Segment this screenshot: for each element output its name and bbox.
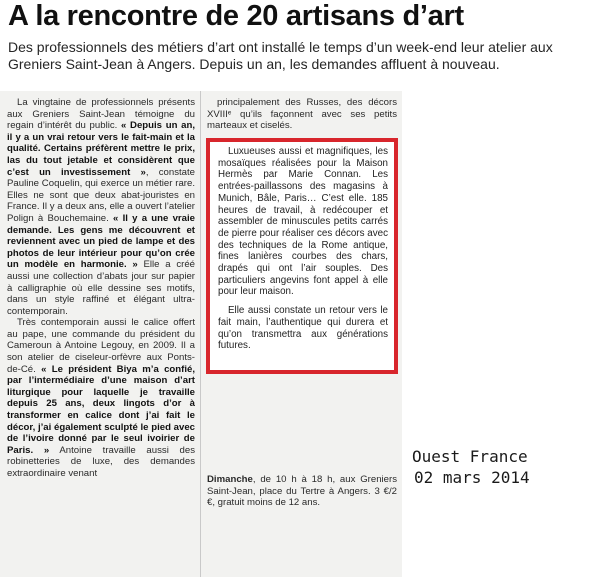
column1-quote-3: « Le président Biya m’a confié, par l’intermédiaire d’une maison d’art liturgique pour laquelle je travaille depuis 25 ans, deux lingots d’or à transformer en calice dont j’ai fait le décor, j’ai également sculpté le pied avec de l’ivoire donné par le seul ivoirier de Paris. » [7, 363, 195, 456]
article-column-2 [207, 97, 397, 131]
highlighted-paragraph-box [206, 138, 398, 374]
column-divider [200, 91, 201, 577]
practical-info-text [207, 474, 397, 509]
column1-body-3: Antoine travaille aussi des robinetteries de luxe, des demandes extraordinaire venant [7, 444, 196, 479]
column2-top-text: principalement des Russes, des décors XVIIIᵉ qu’ils façonnent avec ses petits marteaux et ciselés. [207, 97, 397, 132]
article-column-1 [7, 97, 195, 480]
column1-paragraph-1 [7, 97, 195, 317]
article-subtitle: Des professionnels des métiers d’art ont installé le temps d’un week-end leur atelier aux Greniers Saint-Jean à Angers. Depuis un an, les demandes affluent à nouveau. [8, 39, 553, 72]
column1-paragraph-2 [7, 317, 195, 479]
practical-info [207, 474, 397, 509]
source-date: 02 mars 2014 [414, 468, 530, 487]
article-headline: A la rencontre de 20 artisans d’art [8, 0, 464, 32]
column1-intro: La vingtaine de professionnels présents aux Greniers Saint-Jean témoigne du regain d’intérêt du public. [7, 97, 195, 132]
source-name: Ouest France [412, 447, 528, 466]
column1-quote-2: « Il y a une vraie demande. Les gens me découvrent et reviennent avec un pied de lampe et des photos de leur intérieur pour qu’on crée un modèle en harmonie. » [7, 212, 195, 271]
highlight-paragraph-2: Elle aussi constate un retour vers le fait main, l’authentique qui durera et qu’on transmettra aux générations futures. [218, 305, 388, 352]
column1-quote-1: « Depuis un an, il y a un vrai retour vers le fait-main et la qualité. Certains préfèrent mettre le prix, las du tout jetable et considèrent que c’est un investissement » [7, 120, 195, 178]
highlight-paragraph-1: Luxueuses aussi et magnifiques, les mosaïques réalisées pour la Maison Hermès par Marie Connan. Les entrées-paillassons des magasins à Munich, Bâle, Paris… C’est elle. 185 heures de travail, à redécouper et assembler de minuscules petits carrés de pierre pour réaliser ces décors avec des techniques de la Rome antique, fines lanières courbes des chars, drapés qui ont l’air souples. Des particuliers angevins font appel à elle pour leur maison. [218, 146, 388, 298]
column1-body-1: , constate Pauline Coquelin, qui exerce un métier rare. Elles ne sont que deux abat-jouristes en France. Il y a deux ans, elle a ouvert l’atelier Polign à Bouchemaine. [7, 166, 195, 224]
column1-intro-2: Très contemporain aussi le calice offert au pape, une commande du président du Cameroun à Antoine Legouy, en 2009. Il a son atelier de ciseleur-orfèvre aux Ponts-de-Cé. [7, 317, 195, 375]
column1-body-2: Elle a créé aussi une collection d’abats jour sur papier à calligraphie où elle dessine ses motifs, dans un style raffiné et élégant ultra-contemporain. [7, 259, 195, 317]
practical-info-label: Dimanche [207, 474, 253, 485]
practical-info-details: , de 10 h à 18 h, aux Greniers Saint-Jean, place du Tertre à Angers. 3 €/2 €, gratuit moins de 12 ans. [207, 474, 397, 509]
source-annotation [412, 446, 530, 488]
